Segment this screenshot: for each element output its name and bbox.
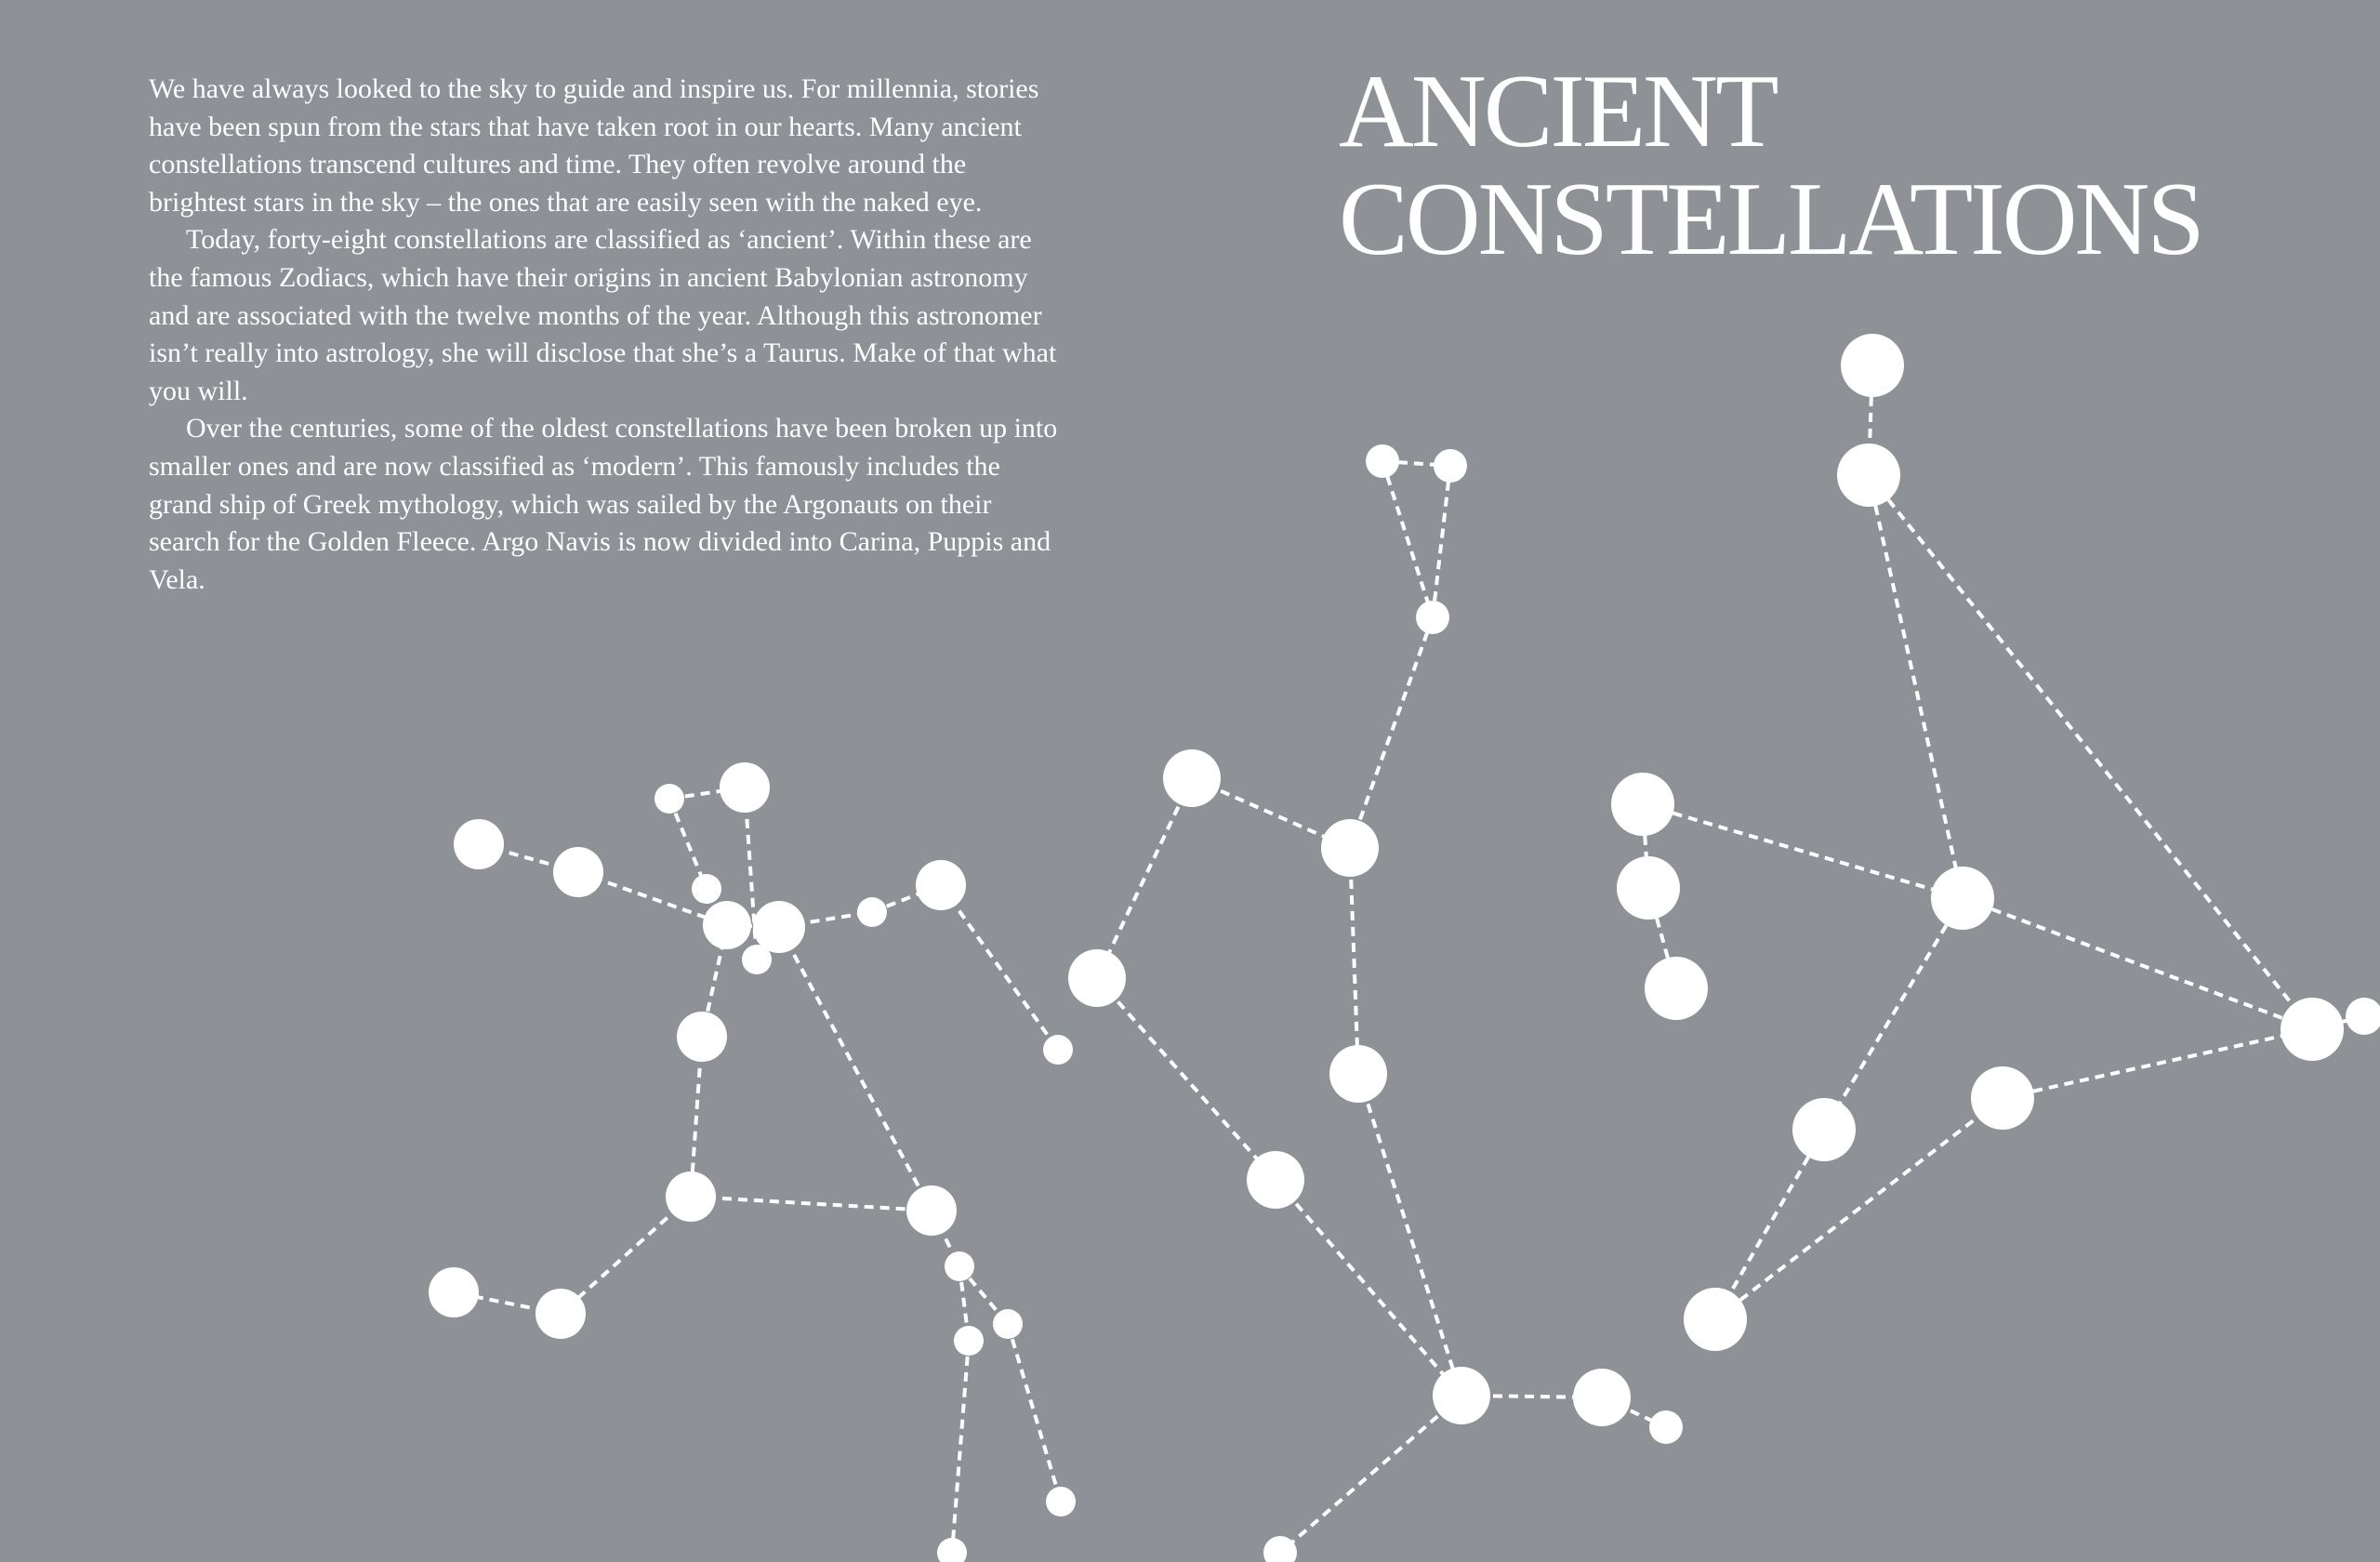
- constellation-lines: [454, 365, 2364, 1553]
- paragraph-3: Over the centuries, some of the oldest constellations have been broken up into smaller ones and are now classified as ‘modern’. This famously includes the grand ship of Greek mythology, which was sailed by the Argonauts on their search for the Golden Fleece. Argo Navis is now divided into Carina, Puppis and Vela.: [149, 413, 1058, 595]
- title-line-1: ANCIENT: [1339, 54, 1777, 169]
- paragraph-2: Today, forty-eight constellations are classified as ‘ancient’. Within these are the famous Zodiacs, which have their origins in ancient Babylonian astronomy and are associated with the twelve months of the year. Although this astronomer isn’t really into astrology, she will disclose that she’s a Taurus. Make of that what you will.: [149, 224, 1057, 406]
- paragraph-1: We have always looked to the sky to guide and inspire us. For millennia, stories have been spun from the stars that have taken root in our hearts. Many ancient constellations transcend cultures and time. They often revolve around the brightest stars in the sky – the ones that are easily seen with the naked eye.: [149, 73, 1039, 218]
- constellation-stars: [429, 334, 2380, 1562]
- title-line-2: CONSTELLATIONS: [1339, 162, 2202, 277]
